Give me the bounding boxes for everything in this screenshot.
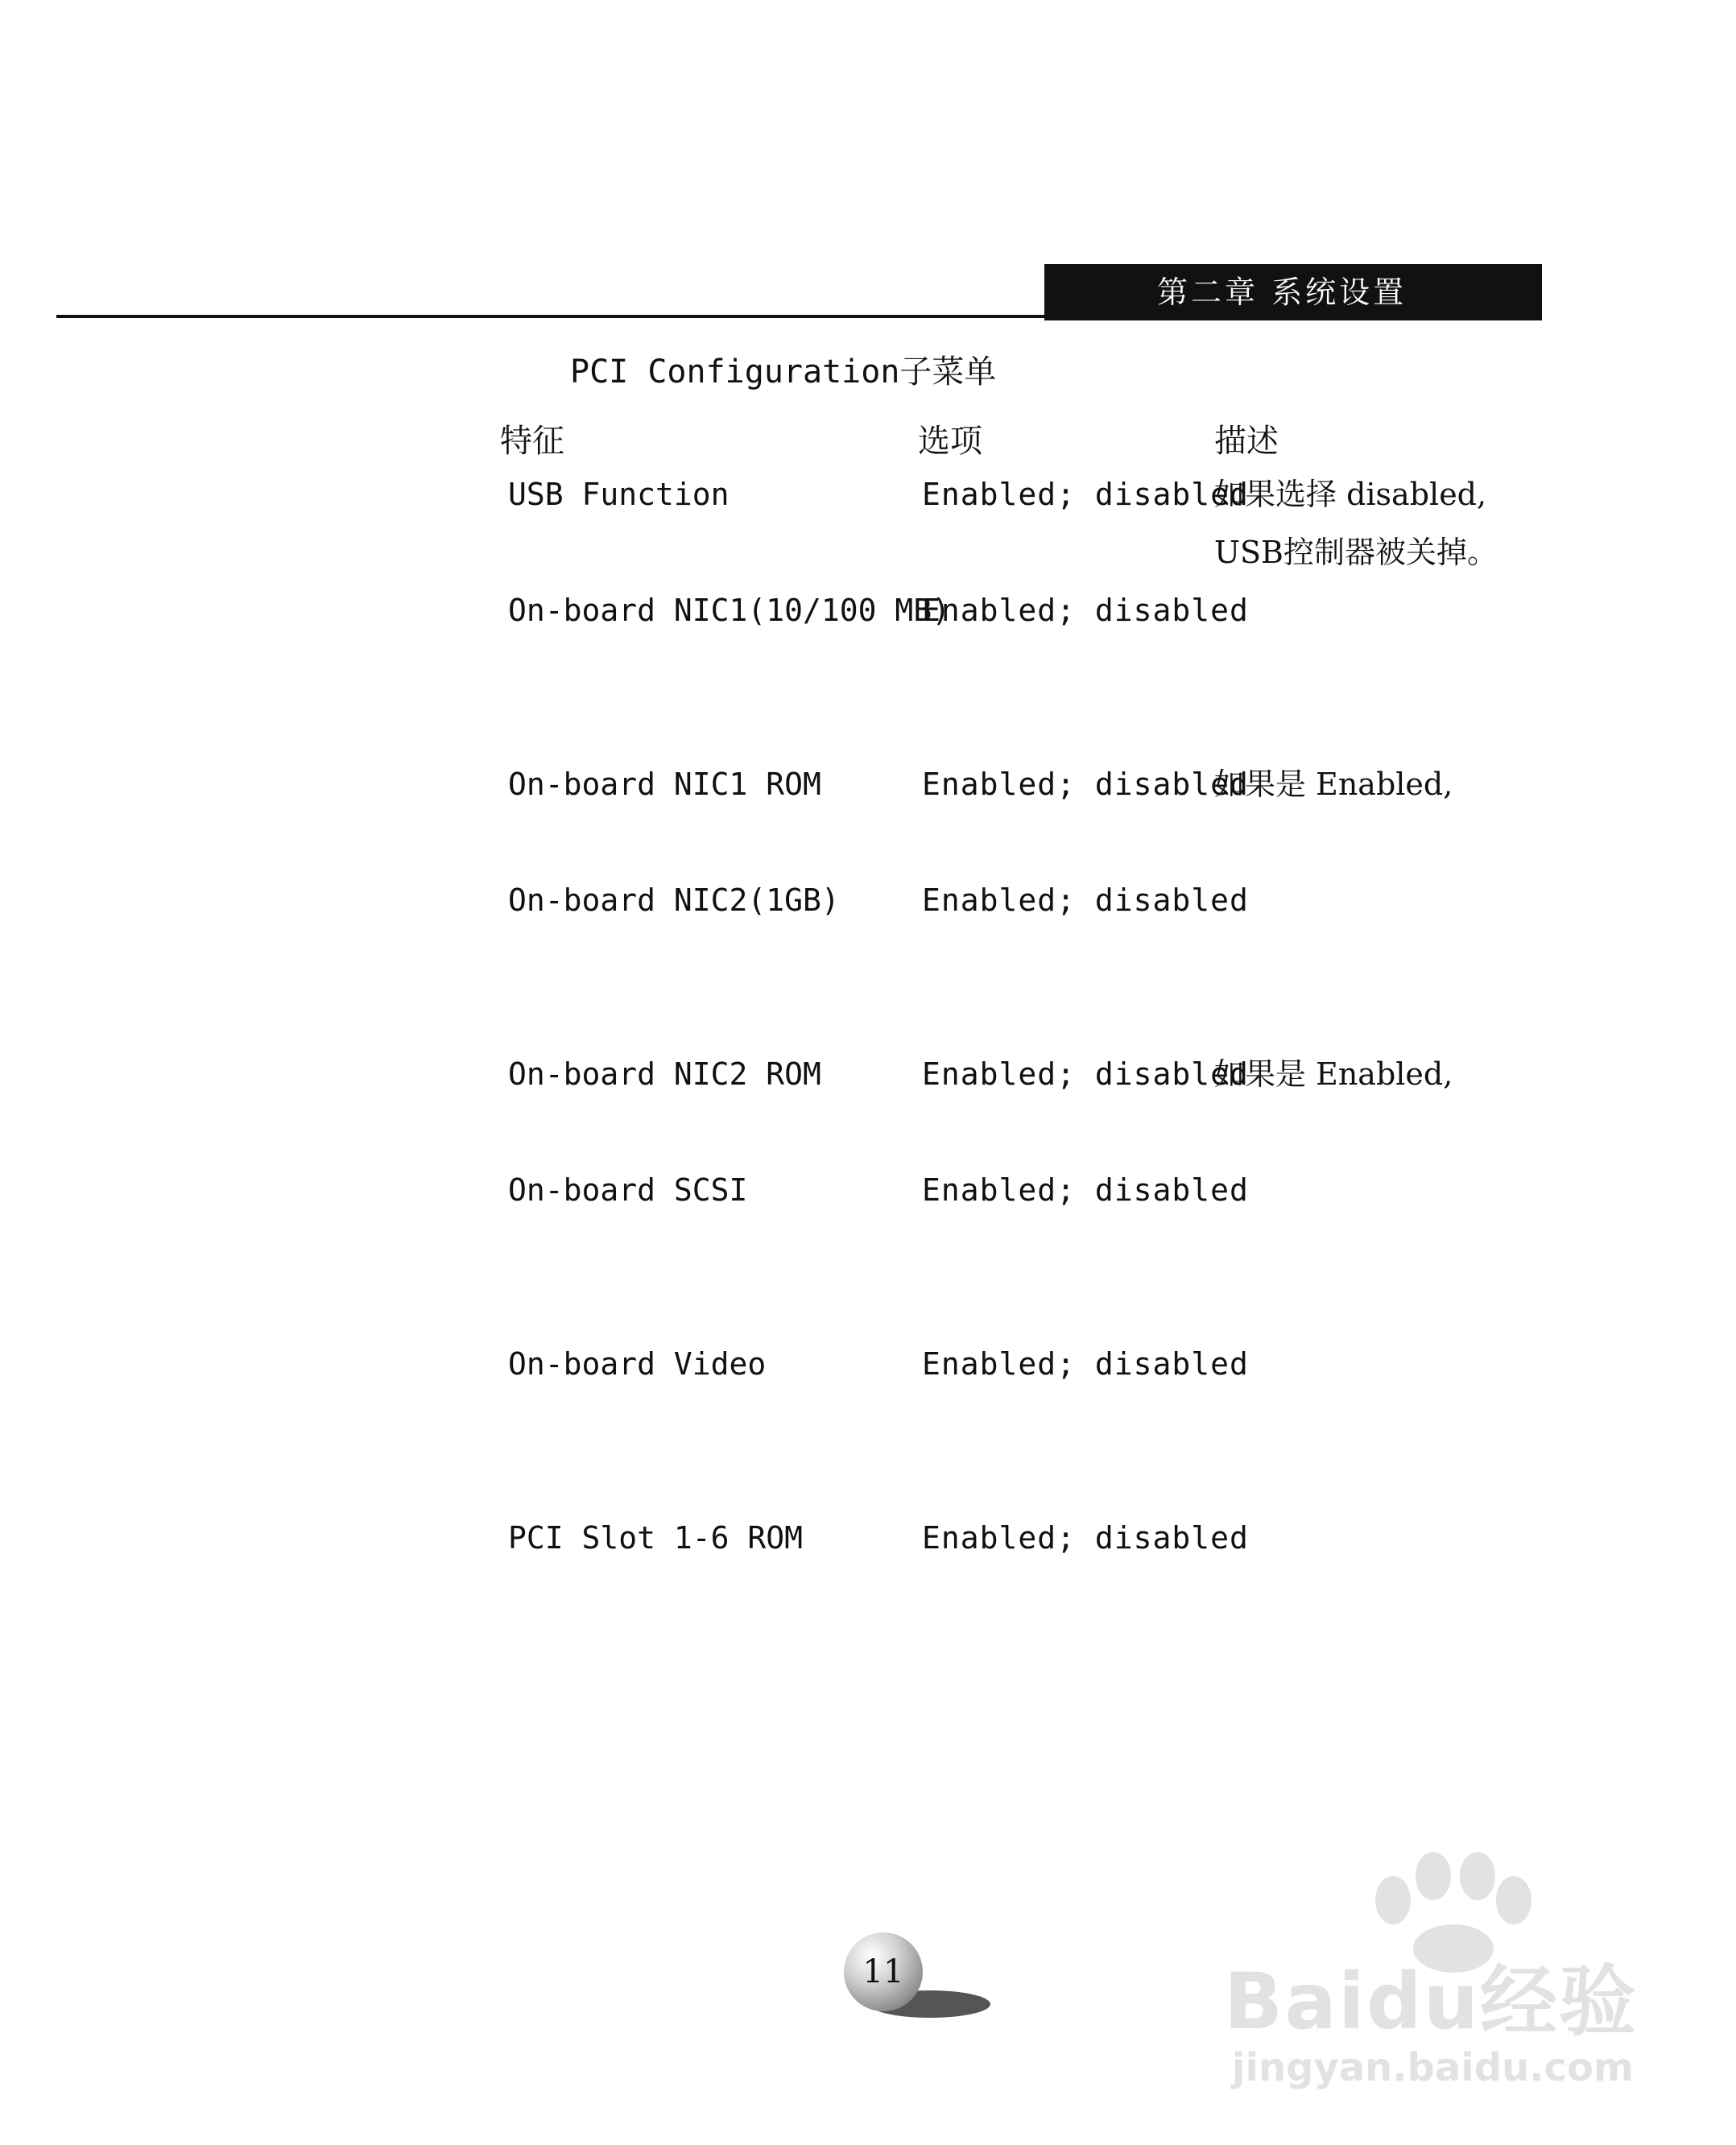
column-header-description: 描述 [1214,423,1279,460]
option-values: Enabled; disabled [922,1172,1249,1208]
feature-description: 如果选择 disabled, [1214,477,1487,512]
option-values: Enabled; disabled [922,1346,1249,1382]
option-values: Enabled; disabled [922,767,1249,802]
table-row [0,760,1736,833]
feature-name: On-board SCSI [508,1172,748,1208]
option-values: Enabled; disabled [922,1520,1249,1556]
feature-name: PCI Slot 1-6 ROM [508,1520,804,1556]
feature-name: On-board Video [508,1346,767,1382]
page-number-badge [837,1932,974,2021]
option-values: Enabled; disabled [922,593,1249,628]
table-row [0,876,1736,949]
chapter-label: 第二章 系统设置 [1157,275,1407,310]
option-values: Enabled; disabled [922,1056,1249,1092]
feature-description: 如果是 Enabled, [1214,767,1453,802]
feature-name: On-board NIC2(1GB) [508,882,840,918]
feature-name: On-board NIC2 ROM [508,1056,821,1092]
feature-name: On-board NIC1 ROM [508,767,821,802]
feature-name: USB Function [508,477,730,512]
table-row [0,1166,1736,1238]
table-row [0,1340,1736,1412]
section-title: PCI Configuration子菜单 [570,353,997,391]
chapter-header [1044,264,1542,320]
baidu-watermark [1216,1852,1643,2093]
table-row [0,586,1736,659]
option-values: Enabled; disabled [922,882,1249,918]
header-rule [56,315,1052,318]
watermark-logo-text: Baidu经验 [1224,1957,1638,2047]
feature-description: 如果是 Enabled, [1214,1056,1453,1092]
table-row [0,470,1736,570]
option-values: Enabled; disabled [922,477,1249,512]
page-number: 11 [862,1953,904,1990]
feature-name: On-board NIC1(10/100 MB) [508,593,951,628]
table-row [0,1050,1736,1122]
column-header-option: 选项 [918,423,982,460]
watermark-url-text: jingyan.baidu.com [1232,2045,1634,2090]
feature-description-line2: USB控制器被关掉。 [1214,535,1498,570]
column-header-feature: 特征 [500,423,564,460]
table-row [0,1514,1736,1586]
